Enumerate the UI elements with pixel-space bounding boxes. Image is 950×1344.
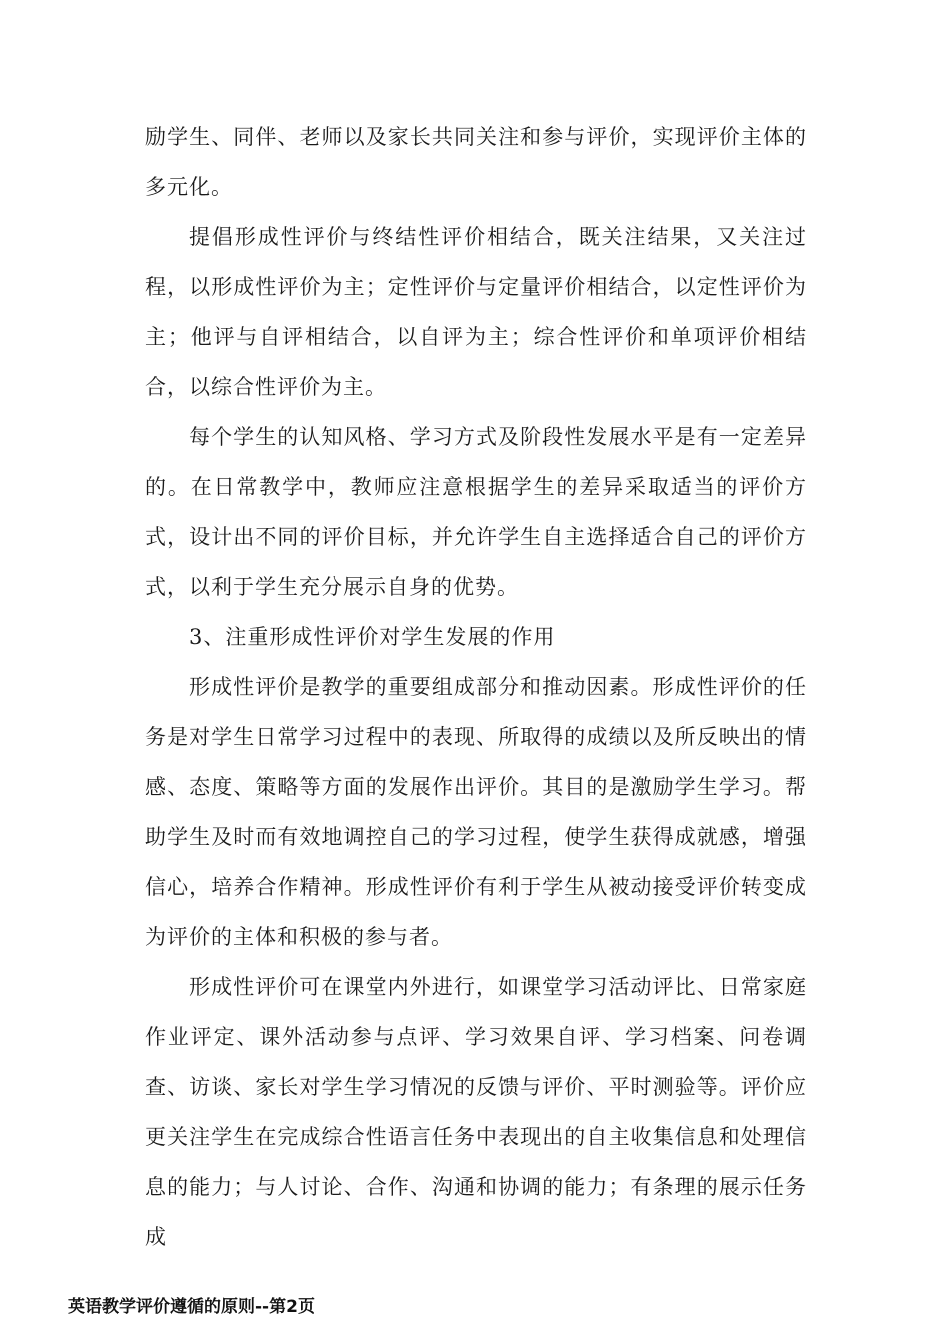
page-footer: 英语教学评价遵循的原则--第2页 [68,1297,315,1317]
paragraph-formative-evaluation-methods: 形成性评价可在课堂内外进行，如课堂学习活动评比、日常家庭作业评定、课外活动参与点评、学习效果自评、学习档案、问卷调查、访谈、家长对学生学习情况的反馈与评价、平时测验等。评价应更关注学生在完成综合性语言任务中表现出的自主收集信息和处理信息的能力；与人讨论、合作、沟通和协调的能力；有条理的展示任务成 [145,975,807,1249]
section-heading-formative-evaluation: 3、注重形成性评价对学生发展的作用 [189,625,556,649]
paragraph-individual-differences: 每个学生的认知风格、学习方式及阶段性发展水平是有一定差异的。在日常教学中，教师应注意根据学生的差异采取适当的评价方式，设计出不同的评价目标，并允许学生自主选择适合自己的评价方式，以利于学生充分展示自身的优势。 [145,425,807,599]
paragraph-continuation: 励学生、同伴、老师以及家长共同关注和参与评价，实现评价主体的多元化。 [145,125,807,199]
paragraph-evaluation-combination: 提倡形成性评价与终结性评价相结合，既关注结果，又关注过程，以形成性评价为主；定性评价与定量评价相结合，以定性评价为主；他评与自评相结合，以自评为主；综合性评价和单项评价相结合，以综合性评价为主。 [145,225,807,399]
paragraph-formative-evaluation-role: 形成性评价是教学的重要组成部分和推动因素。形成性评价的任务是对学生日常学习过程中的表现、所取得的成绩以及所反映出的情感、态度、策略等方面的发展作出评价。其目的是激励学生学习。帮助学生及时而有效地调控自己的学习过程，使学生获得成就感，增强信心，培养合作精神。形成性评价有利于学生从被动接受评价转变成为评价的主体和积极的参与者。 [145,675,807,949]
document-body [145,112,807,1262]
